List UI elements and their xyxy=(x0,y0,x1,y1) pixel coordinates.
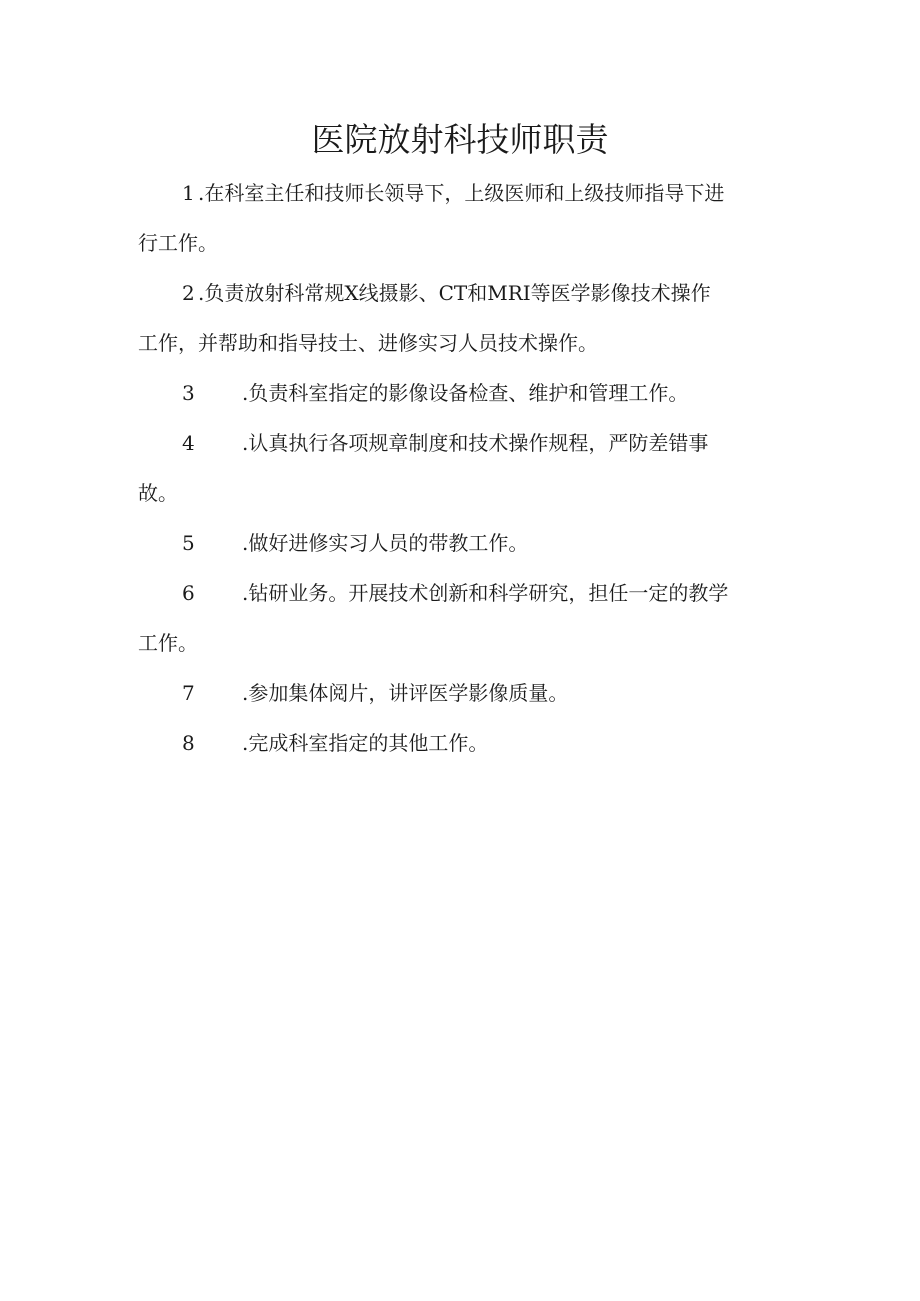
duty-item-line xyxy=(138,168,786,218)
duty-item-text: .钻研业务。开展技术创新和科学研究，担任一定的教学 xyxy=(242,581,729,605)
duty-item-line xyxy=(138,718,786,768)
duty-item-8 xyxy=(138,718,786,768)
duty-item-text: .认真执行各项规章制度和技术操作规程，严防差错事 xyxy=(242,431,709,455)
duty-item-line: 工作，并帮助和指导技士、进修实习人员技术操作。 xyxy=(138,331,598,355)
duty-item-line: 工作。 xyxy=(138,631,198,655)
duty-item-line xyxy=(138,568,786,618)
duty-item-1 xyxy=(138,168,786,268)
duty-item-2 xyxy=(138,268,786,368)
duty-item-number: 3 xyxy=(182,381,195,405)
duty-item-line: 行工作。 xyxy=(138,231,218,255)
duty-list xyxy=(138,168,786,768)
duty-item-7 xyxy=(138,668,786,718)
duty-item-text: .在科室主任和技师长领导下，上级医师和上级技师指导下进 xyxy=(198,181,725,205)
duty-item-number: 8 xyxy=(182,731,195,755)
duty-item-number: 4 xyxy=(182,431,195,455)
duty-item-number: 1 xyxy=(182,181,195,205)
duty-item-text: .做好进修实习人员的带教工作。 xyxy=(242,531,529,555)
document-title: 医院放射科技师职责 xyxy=(311,120,609,159)
duty-item-text: .负责放射科常规X线摄影、CT和MRI等医学影像技术操作 xyxy=(198,281,711,305)
duty-item-line: 故。 xyxy=(138,481,178,505)
duty-item-5 xyxy=(138,518,786,568)
duty-item-text: .完成科室指定的其他工作。 xyxy=(242,731,489,755)
duty-item-line xyxy=(138,268,786,318)
duty-item-number: 6 xyxy=(182,581,195,605)
duty-item-number: 2 xyxy=(182,281,195,305)
duty-item-6 xyxy=(138,568,786,668)
duty-item-number: 5 xyxy=(182,531,195,555)
duty-item-line xyxy=(138,368,786,418)
duty-item-text: .参加集体阅片，讲评医学影像质量。 xyxy=(242,681,569,705)
duty-item-line xyxy=(138,668,786,718)
duty-item-line xyxy=(138,518,786,568)
duty-item-text: .负责科室指定的影像设备检查、维护和管理工作。 xyxy=(242,381,689,405)
duty-item-number: 7 xyxy=(182,681,195,705)
duty-item-3 xyxy=(138,368,786,418)
duty-item-line xyxy=(138,418,786,468)
duty-item-4 xyxy=(138,418,786,518)
